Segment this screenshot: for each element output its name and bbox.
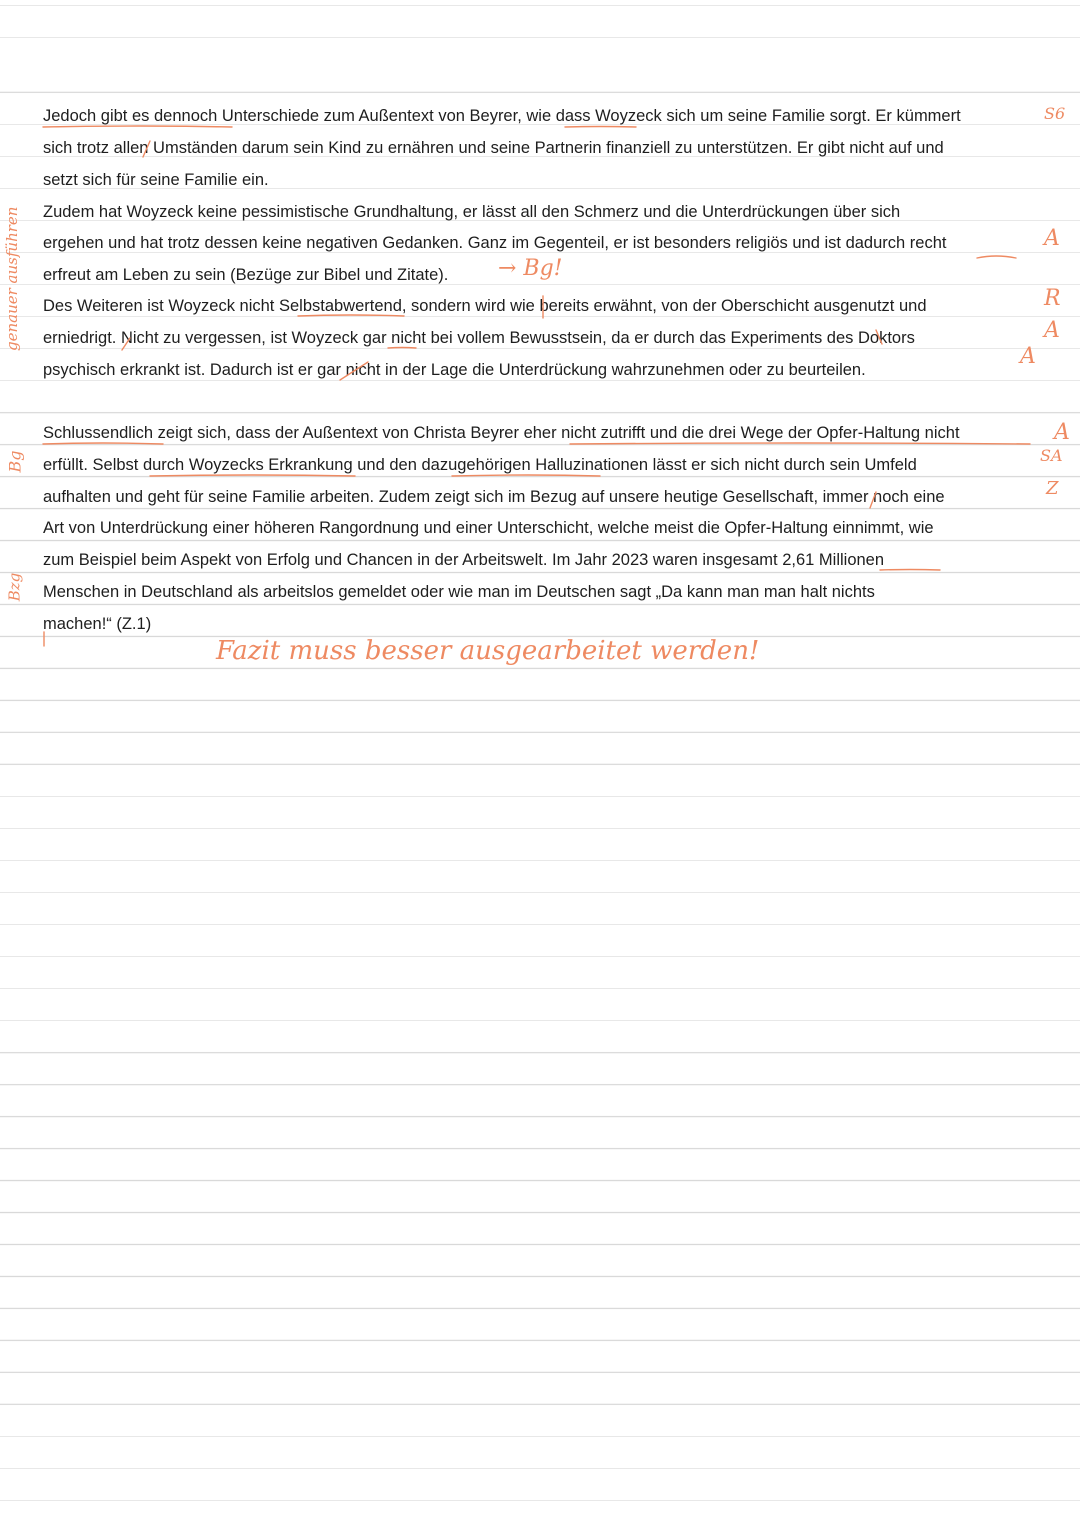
margin-mark: A xyxy=(1044,318,1060,343)
text-line: Des Weiteren ist Woyzeck nicht Selbstabwertend, sondern wird wie bereits erwähnt, von der Oberschicht ausgenutzt und xyxy=(43,297,927,315)
text-line: machen!“ (Z.1) xyxy=(43,615,152,633)
text-line: ergehen und hat trotz dessen keine negativen Gedanken. Ganz im Gegenteil, er ist besonders religiös und ist dadurch recht xyxy=(43,234,947,252)
text-line: Zudem hat Woyzeck keine pessimistische Grundhaltung, er lässt all den Schmerz und die Unterdrückungen über sich xyxy=(43,203,901,221)
inline-note: → Bg! xyxy=(498,256,563,281)
margin-mark: Z xyxy=(1046,478,1059,499)
text-line: zum Beispiel beim Aspekt von Erfolg und Chancen in der Arbeitswelt. Im Jahr 2023 waren insgesamt 2,61 Millionen xyxy=(43,551,885,569)
margin-mark: A xyxy=(1054,420,1070,445)
text-line: psychisch erkrankt ist. Dadurch ist er gar nicht in der Lage die Unterdrückung wahrzunehmen oder zu beurteilen. xyxy=(43,361,866,379)
margin-note-vertical: Bzg xyxy=(5,572,24,602)
margin-note-vertical: Bg xyxy=(5,450,25,473)
margin-mark: A xyxy=(1020,344,1036,369)
text-line: sich trotz allen Umständen darum sein Kind zu ernähren und seine Partnerin finanziell zu unterstützen. Er gibt nicht auf und xyxy=(43,139,944,157)
text-line: aufhalten und geht für seine Familie arbeiten. Zudem zeigt sich im Bezug auf unsere heutige Gesellschaft, immer noch eine xyxy=(43,488,945,506)
margin-mark: SA xyxy=(1040,446,1063,465)
text-line: erniedrigt. Nicht zu vergessen, ist Woyzeck gar nicht bei vollem Bewusstsein, da er durch das Experiments des Doktors xyxy=(43,329,915,347)
margin-mark: A xyxy=(1044,226,1060,251)
text-line: Schlussendlich zeigt sich, dass der Außentext von Christa Beyrer eher nicht zutrifft und die drei Wege der Opfer-Haltung nicht xyxy=(43,424,960,442)
text-line: erfreut am Leben zu sein (Bezüge zur Bibel und Zitate). xyxy=(43,266,449,284)
underline-mark xyxy=(880,570,940,571)
margin-mark: S6 xyxy=(1044,104,1066,123)
text-line: setzt sich für seine Familie ein. xyxy=(43,171,269,189)
underline-mark xyxy=(977,256,1016,258)
text-line: Jedoch gibt es dennoch Unterschiede zum Außentext von Beyrer, wie dass Woyzeck sich um seine Familie sorgt. Er kümmert xyxy=(43,107,961,125)
margin-note-vertical: genauer ausführen xyxy=(3,206,21,351)
text-line: Art von Unterdrückung einer höheren Rangordnung und einer Unterschicht, welche meist die Opfer-Haltung einnimmt, wie xyxy=(43,519,934,537)
text-line: erfüllt. Selbst durch Woyzecks Erkrankung und den dazugehörigen Halluzinationen lässt er sich nicht durch sein Umfeld xyxy=(43,456,917,474)
text-line: Menschen in Deutschland als arbeitslos gemeldet oder wie man im Deutschen sagt „Da kann man man halt nichts xyxy=(43,583,875,601)
margin-mark: R xyxy=(1044,286,1061,311)
conclusion-note: Fazit muss besser ausgearbeitet werden! xyxy=(216,636,760,666)
